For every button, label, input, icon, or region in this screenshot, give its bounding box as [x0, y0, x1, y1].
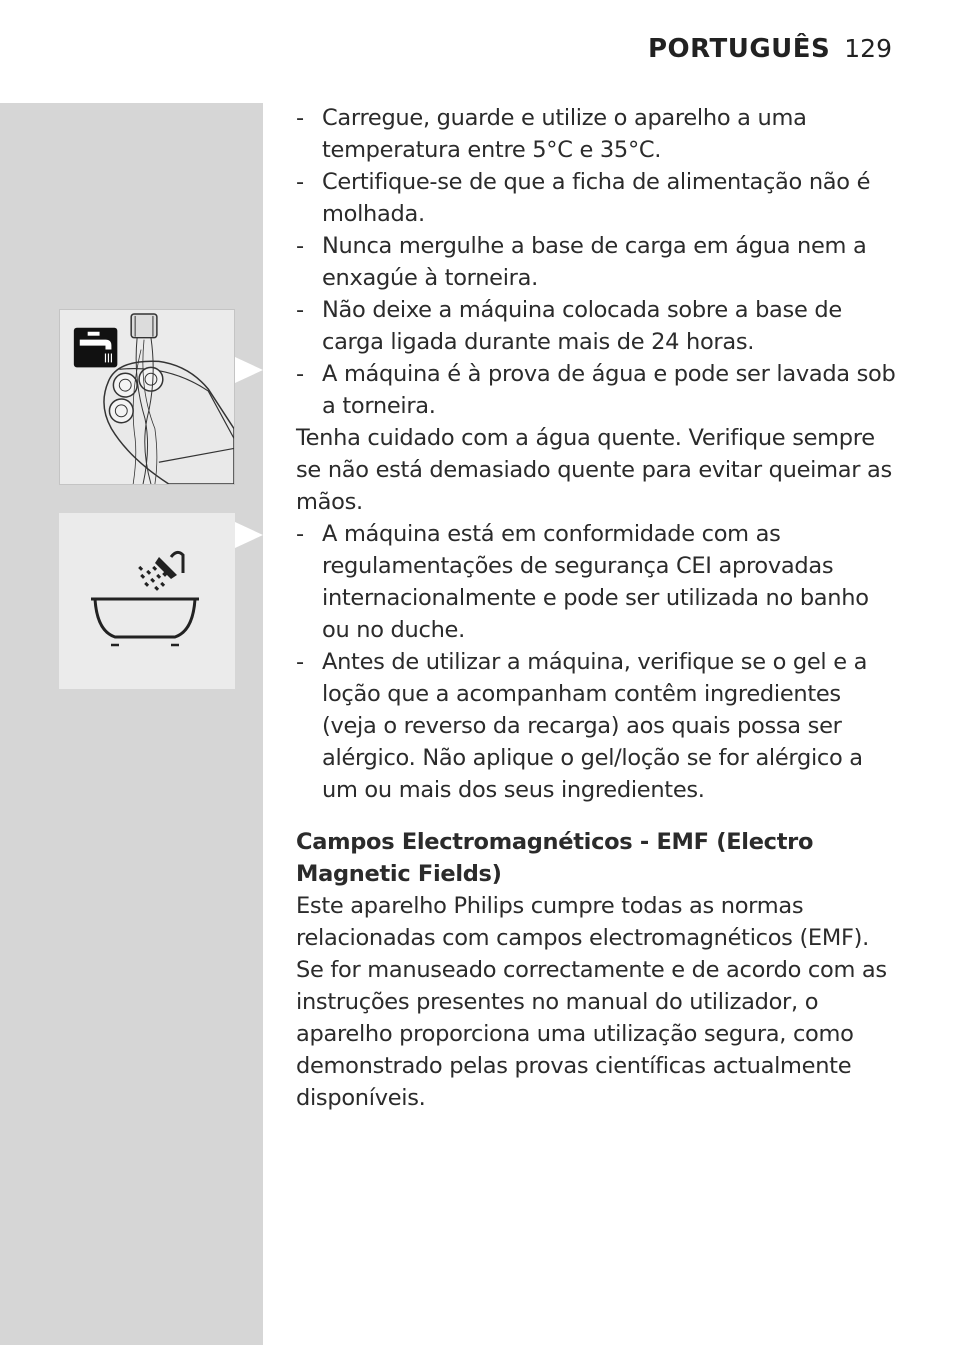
figure-pointer: [235, 357, 263, 383]
page-header: [648, 34, 892, 64]
language-title: PORTUGUÊS: [647, 34, 831, 64]
emf-paragraph: Este aparelho Philips cumpre todas as normas relacionadas com campos electromagnéticos (EMF). Se for manuseado correctamente e de acordo com as instruções presentes no manual do utilizador, o aparelho proporciona uma utilização segura, como demonstrado pelas provas científicas actualmente disponíveis.: [296, 893, 887, 1111]
shaver-under-tap-illustration: [59, 309, 235, 485]
list-item: - Não deixe a máquina colocada sobre a base de carga ligada durante mais de 24 horas.: [296, 297, 842, 355]
illustration-sidebar: [0, 103, 263, 1345]
shower-bath-icon: [59, 513, 235, 689]
bath-shower-illustration: [59, 513, 235, 689]
list-item: - A máquina é à prova de água e pode ser lavada sob a torneira.: [296, 361, 896, 419]
emf-heading: Campos Electromagnéticos - EMF (Electro Magnetic Fields): [296, 829, 814, 887]
list-item: - A máquina está em conformidade com as regulamentações de segurança CEI aprovadas internacionalmente e pode ser utilizada no banho ou no duche.: [296, 521, 869, 643]
list-item: - Certifique-se de que a ficha de alimentação não é molhada.: [296, 169, 871, 227]
list-item: - Nunca mergulhe a base de carga em água nem a enxagúe à torneira.: [296, 233, 867, 291]
shaver-rinse-drawing: [60, 310, 234, 484]
figure-pointer: [235, 522, 263, 548]
page-number: 129: [844, 34, 892, 63]
list-item: - Antes de utilizar a máquina, verifique se o gel e a loção que a acompanham contêm ingredientes (veja o reverso da recarga) aos quais possa ser alérgico. Não aplique o gel/loção se for alérgico a um ou mais dos seus ingredientes.: [296, 649, 868, 803]
main-content: [296, 102, 896, 1114]
tap-water-icon: [74, 328, 118, 368]
hot-water-warning: Tenha cuidado com a água quente. Verifique sempre se não está demasiado quente para evitar queimar as mãos.: [296, 425, 892, 515]
list-item: - Carregue, guarde e utilize o aparelho a uma temperatura entre 5°C e 35°C.: [296, 105, 807, 163]
